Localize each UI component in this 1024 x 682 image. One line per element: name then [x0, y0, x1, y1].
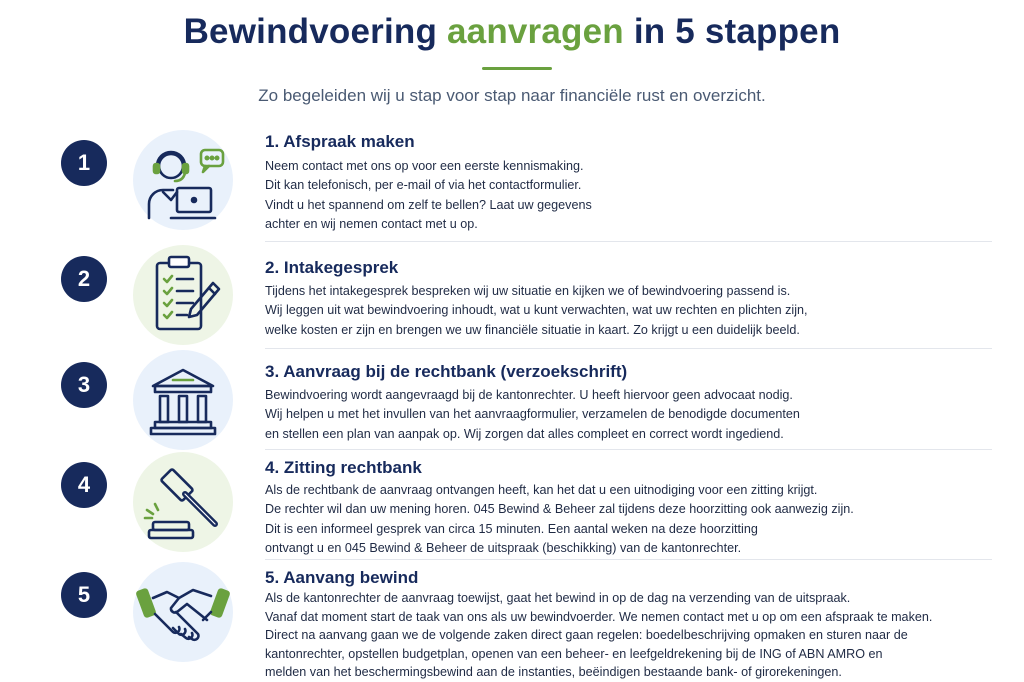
clipboard-checklist-icon [133, 245, 233, 345]
step-divider [265, 348, 992, 349]
description-line: Bewindvoering wordt aangevraagd bij de kantonrechter. U heeft hiervoor geen advocaat nodig. [265, 388, 793, 402]
step-illustration [133, 245, 233, 345]
description-line: achter en wij nemen contact met u op. [265, 217, 478, 232]
step-title: 5. Aanvang bewind [265, 568, 419, 587]
title-part-1: Bewindvoering [183, 12, 438, 51]
title-part-2: in 5 stappen [633, 12, 841, 51]
description-line: Wij helpen u met het invullen van het aanvraagformulier, verzamelen de benodigde documenten [265, 407, 800, 422]
page-title [0, 12, 1024, 52]
step-number-badge: 1 [61, 140, 107, 186]
step-description [265, 157, 592, 235]
step-illustration [133, 562, 233, 662]
description-line: Wij leggen uit wat bewindvoering inhoudt, wat u kunt verwachten, wat uw rechten en plichten zijn, [265, 303, 808, 318]
gavel-icon [133, 452, 233, 552]
description-line: Als de rechtbank de aanvraag ontvangen heeft, kan het dat u een uitnodiging voor een zitting krijgt. [265, 483, 818, 497]
title-accent: aanvragen [446, 12, 624, 51]
handshake-icon [133, 562, 233, 662]
description-line: Direct na aanvang gaan we de volgende zaken direct gaan regelen: boedelbeschrijving opmaken en sturen naar de [265, 628, 908, 643]
description-line: Dit kan telefonisch, per e-mail of via het contactformulier. [265, 178, 582, 193]
step-illustration [133, 452, 233, 552]
description-line: ontvangt u en 045 Bewind & Beheer de uitspraak (beschikking) van de kantonrechter. [265, 541, 742, 556]
step-description [265, 589, 932, 682]
description-line: Als de kantonrechter de aanvraag toewijst, gaat het bewind in op de dag na verzending van de uitspraak. [265, 591, 851, 605]
courthouse-icon [133, 350, 233, 450]
step-illustration [133, 350, 233, 450]
step-divider [265, 559, 992, 560]
step-number-badge: 5 [61, 572, 107, 618]
step-title: 3. Aanvraag bij de rechtbank (verzoekschrift) [265, 362, 628, 381]
description-line: Tijdens het intakegesprek bespreken wij uw situatie en kijken we of bewindvoering passend is. [265, 284, 791, 298]
step-illustration [133, 130, 233, 230]
step-title: 1. Afspraak maken [265, 132, 415, 151]
step-description [265, 481, 854, 559]
description-line: Dit is een informeel gesprek van circa 15 minuten. Een aantal weken na deze hoorzitting [265, 521, 758, 536]
step-number-badge: 2 [61, 256, 107, 302]
step-description [265, 386, 800, 444]
description-line: Vindt u het spannend om zelf te bellen? Laat uw gegevens [265, 197, 592, 212]
description-line: melden van het beschermingsbewind aan de instanties, beëindigen bestaande bank- of girorekeningen. [265, 665, 842, 680]
page-subtitle: Zo begeleiden wij u stap voor stap naar financiële rust en overzicht. [258, 86, 766, 105]
description-line: Neem contact met ons op voor een eerste kennismaking. [265, 159, 584, 173]
step-title: 2. Intakegesprek [265, 258, 399, 277]
step-title: 4. Zitting rechtbank [265, 458, 422, 477]
headset-laptop-icon [133, 130, 233, 230]
description-line: Vanaf dat moment start de taak van ons als uw bewindvoerder. We nemen contact met u op om een afspraak te maken. [265, 609, 933, 624]
step-divider [265, 449, 992, 450]
description-line: kantonrechter, opstellen budgetplan, openen van een beheer- en leefgeldrekening bij de ING of ABN AMRO en [265, 646, 883, 661]
description-line: welke kosten er zijn en brengen we uw financiële situatie in kaart. Zo krijgt u een duidelijk beeld. [265, 322, 800, 337]
step-number-badge: 3 [61, 362, 107, 408]
description-line: De rechter wil dan uw mening horen. 045 Bewind & Beheer zal tijdens deze hoorzitting ook aanwezig zijn. [265, 502, 854, 517]
step-divider [265, 241, 992, 242]
description-line: en stellen een plan van aanpak op. Wij zorgen dat alles compleet en correct wordt ingediend. [265, 426, 784, 441]
step-number-badge: 4 [61, 462, 107, 508]
title-underline [482, 67, 552, 70]
step-description [265, 282, 808, 340]
